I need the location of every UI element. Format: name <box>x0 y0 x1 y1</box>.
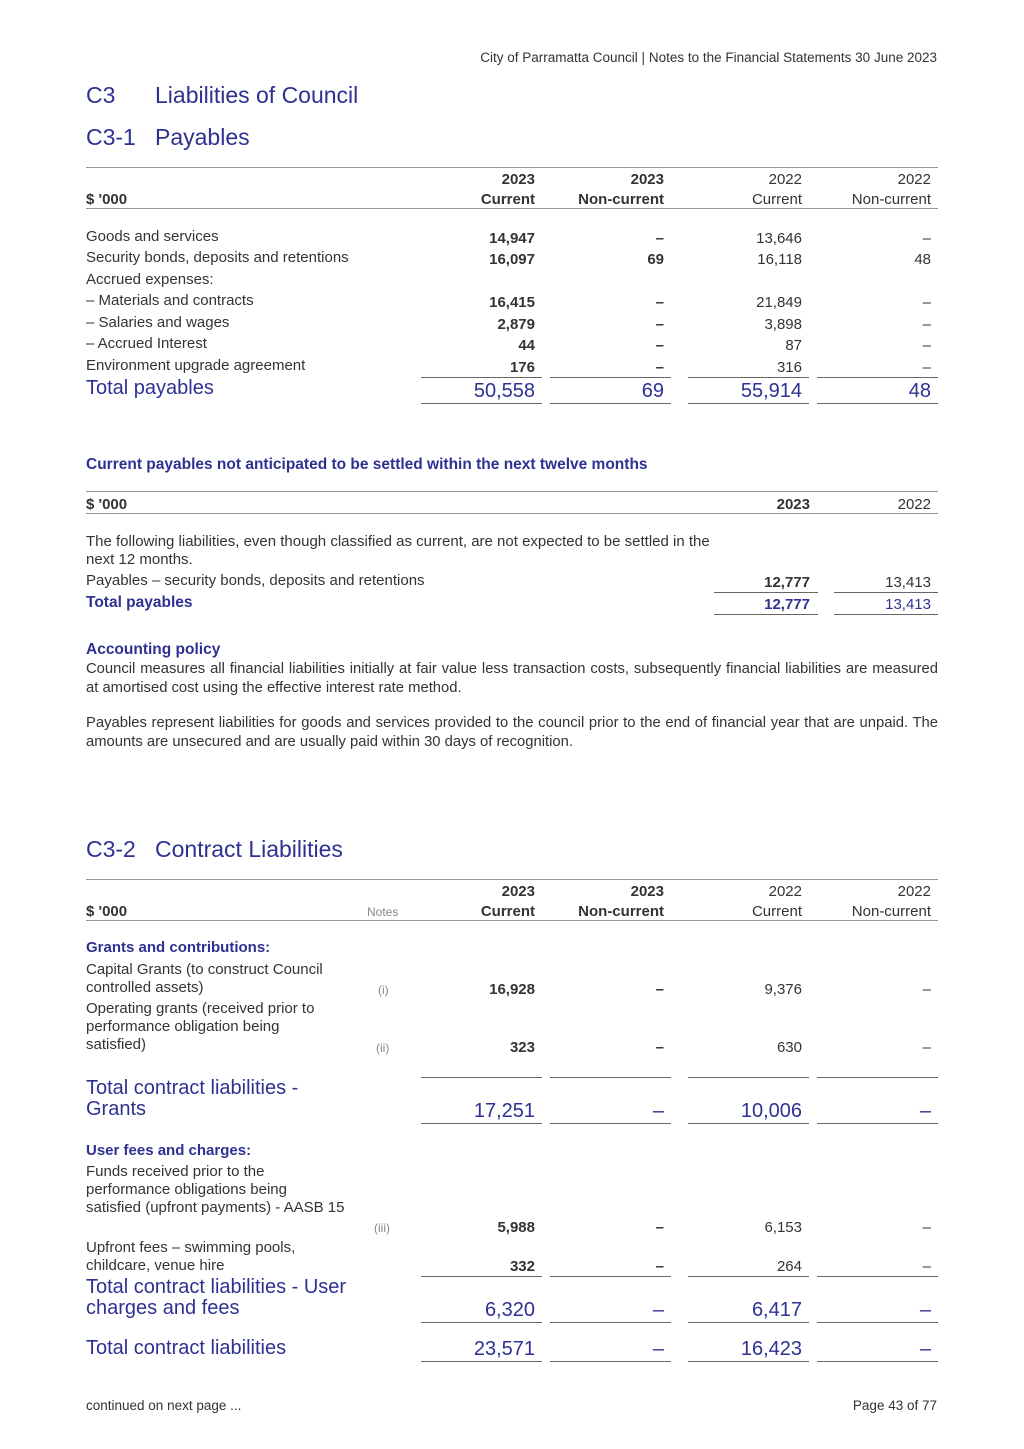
value-cell: 3,898 <box>764 316 802 333</box>
total-value: 12,777 <box>764 596 810 613</box>
col-header-year: 2023 <box>630 171 664 188</box>
col-header-year: 2023 <box>501 171 535 188</box>
row-label: Capital Grants (to construct Council controlled assets) <box>86 961 323 996</box>
total-label: Total payables <box>86 377 214 399</box>
total-value: 16,423 <box>740 1338 802 1360</box>
row-label: Accrued expenses: <box>86 271 214 288</box>
col-header-year: 2022 <box>897 171 931 188</box>
total-value: – <box>919 1100 931 1122</box>
row-label: – Accrued Interest <box>86 335 207 352</box>
row-label: Upfront fees – swimming pools, childcare, venue hire <box>86 1239 296 1274</box>
col-header-type: Non-current <box>851 903 931 920</box>
total-value: 69 <box>641 380 664 402</box>
row-label: Environment upgrade agreement <box>86 357 306 374</box>
payables-title: Payables <box>155 124 250 150</box>
value-cell: – <box>655 1258 664 1275</box>
value-cell: 12,777 <box>764 574 810 591</box>
value-cell: 14,947 <box>489 230 535 247</box>
value-cell: – <box>655 1039 664 1056</box>
policy-title: Accounting policy <box>86 641 221 658</box>
value-cell: 6,153 <box>764 1219 802 1236</box>
total-value: 55,914 <box>740 380 802 402</box>
row-label: Funds received prior to the performance obligations being satisfied (upfront payments) - AASB 15 <box>86 1163 345 1216</box>
fees-heading: User fees and charges: <box>86 1142 252 1159</box>
row-label: Goods and services <box>86 228 219 245</box>
continued-note: continued on next page ... <box>86 1398 242 1413</box>
value-cell: – <box>655 316 664 333</box>
unit-label: $ '000 <box>86 191 128 208</box>
col-header-type: Non-current <box>578 903 664 920</box>
value-cell: 16,118 <box>757 251 802 268</box>
note-ref: (ii) <box>376 1041 390 1055</box>
col-header-type: Current <box>751 191 802 208</box>
value-cell: – <box>922 337 931 354</box>
value-cell: – <box>922 981 931 998</box>
value-cell: 16,097 <box>489 251 535 268</box>
col-header-type: Non-current <box>578 191 664 208</box>
col-header-year: 2022 <box>768 171 802 188</box>
value-cell: 87 <box>785 337 802 354</box>
total-value: 17,251 <box>473 1100 535 1122</box>
notes-header: Notes <box>367 905 399 919</box>
value-cell: – <box>655 981 664 998</box>
col-header-type: Non-current <box>851 191 931 208</box>
value-cell: – <box>655 337 664 354</box>
value-cell: 176 <box>509 359 535 376</box>
contract-number: C3-2 <box>86 836 136 862</box>
total-value: 23,571 <box>473 1338 535 1360</box>
total-value: 6,320 <box>484 1299 535 1321</box>
value-cell: 44 <box>518 337 535 354</box>
section-number: C3 <box>86 82 116 108</box>
value-cell: – <box>922 1219 931 1236</box>
col-header-year: 2022 <box>897 496 931 513</box>
value-cell: 21,849 <box>756 294 802 311</box>
total-value: – <box>919 1338 931 1360</box>
grand-total-label: Total contract liabilities <box>86 1337 287 1359</box>
value-cell: – <box>922 1258 931 1275</box>
row-label: – Materials and contracts <box>86 292 254 309</box>
row-label: Payables – security bonds, deposits and retentions <box>86 572 425 589</box>
contract-title: Contract Liabilities <box>155 836 343 862</box>
col-header-type: Current <box>751 903 802 920</box>
value-cell: 332 <box>509 1258 535 1275</box>
value-cell: 5,988 <box>497 1219 535 1236</box>
total-value: – <box>652 1338 664 1360</box>
col-header-year: 2023 <box>501 883 535 900</box>
value-cell: – <box>922 230 931 247</box>
total-value: 6,417 <box>751 1299 802 1321</box>
note-ref: (iii) <box>374 1221 390 1235</box>
total-label: Total contract liabilities - User charges and fees <box>86 1276 347 1319</box>
row-label: Operating grants (received prior to performance obligation being satisfied) <box>86 1000 315 1053</box>
value-cell: 48 <box>914 251 931 268</box>
section-title: Liabilities of Council <box>155 82 359 108</box>
value-cell: 264 <box>776 1258 802 1275</box>
col-header-year: 2023 <box>776 496 810 513</box>
total-value: 48 <box>908 380 931 402</box>
value-cell: – <box>922 1039 931 1056</box>
total-label: Total contract liabilities - Grants <box>86 1077 299 1120</box>
value-cell: – <box>655 1219 664 1236</box>
total-value: 10,006 <box>740 1100 802 1122</box>
value-cell: 69 <box>647 251 664 268</box>
value-cell: 13,413 <box>885 574 931 591</box>
col-header-type: Current <box>480 191 535 208</box>
row-label: – Salaries and wages <box>86 314 230 331</box>
value-cell: 13,646 <box>756 230 802 247</box>
value-cell: 9,376 <box>764 981 802 998</box>
policy-paragraph: Payables represent liabilities for goods and services provided to the council prior to the end of financial year that are unpaid. The amounts are unsecured and are usually paid within 30 days of recognition. <box>86 715 938 750</box>
page-number: Page 43 of 77 <box>852 1398 937 1413</box>
value-cell: – <box>655 359 664 376</box>
payables-heading <box>86 124 250 151</box>
col-header-year: 2023 <box>630 883 664 900</box>
section-heading <box>86 82 358 109</box>
total-value: – <box>919 1299 931 1321</box>
value-cell: – <box>922 316 931 333</box>
total-value: – <box>652 1299 664 1321</box>
value-cell: – <box>922 359 931 376</box>
value-cell: – <box>655 294 664 311</box>
value-cell: 630 <box>776 1039 802 1056</box>
total-value: – <box>652 1100 664 1122</box>
payables-number: C3-1 <box>86 124 136 150</box>
value-cell: 323 <box>509 1039 535 1056</box>
policy-paragraph: Council measures all financial liabilities initially at fair value less transaction costs, subsequently financial liabilities are measured at amortised cost using the effective interest rate method. <box>86 661 938 696</box>
col-header-year: 2022 <box>768 883 802 900</box>
value-cell: 316 <box>776 359 802 376</box>
unit-label: $ '000 <box>86 496 128 513</box>
note-ref: (i) <box>378 983 389 997</box>
value-cell: – <box>922 294 931 311</box>
total-value: 50,558 <box>473 380 535 402</box>
col-header-type: Current <box>480 903 535 920</box>
page-header: City of Parramatta Council | Notes to the Financial Statements 30 June 2023 <box>480 50 937 65</box>
unit-label: $ '000 <box>86 903 128 920</box>
not-settled-title: Current payables not anticipated to be settled within the next twelve months <box>86 456 648 473</box>
table-rule <box>86 208 938 209</box>
contract-heading <box>86 836 343 863</box>
row-label: Security bonds, deposits and retentions <box>86 249 349 266</box>
value-cell: 2,879 <box>497 316 535 333</box>
grants-heading: Grants and contributions: <box>86 939 271 956</box>
intro-text: The following liabilities, even though classified as current, are not expected to be settled in the next 12 months. <box>86 533 710 568</box>
value-cell: 16,415 <box>489 294 535 311</box>
total-value: 13,413 <box>885 596 931 613</box>
value-cell: – <box>655 230 664 247</box>
total-label: Total payables <box>86 594 193 611</box>
value-cell: 16,928 <box>489 981 535 998</box>
table-rule <box>86 167 938 168</box>
col-header-year: 2022 <box>897 883 931 900</box>
